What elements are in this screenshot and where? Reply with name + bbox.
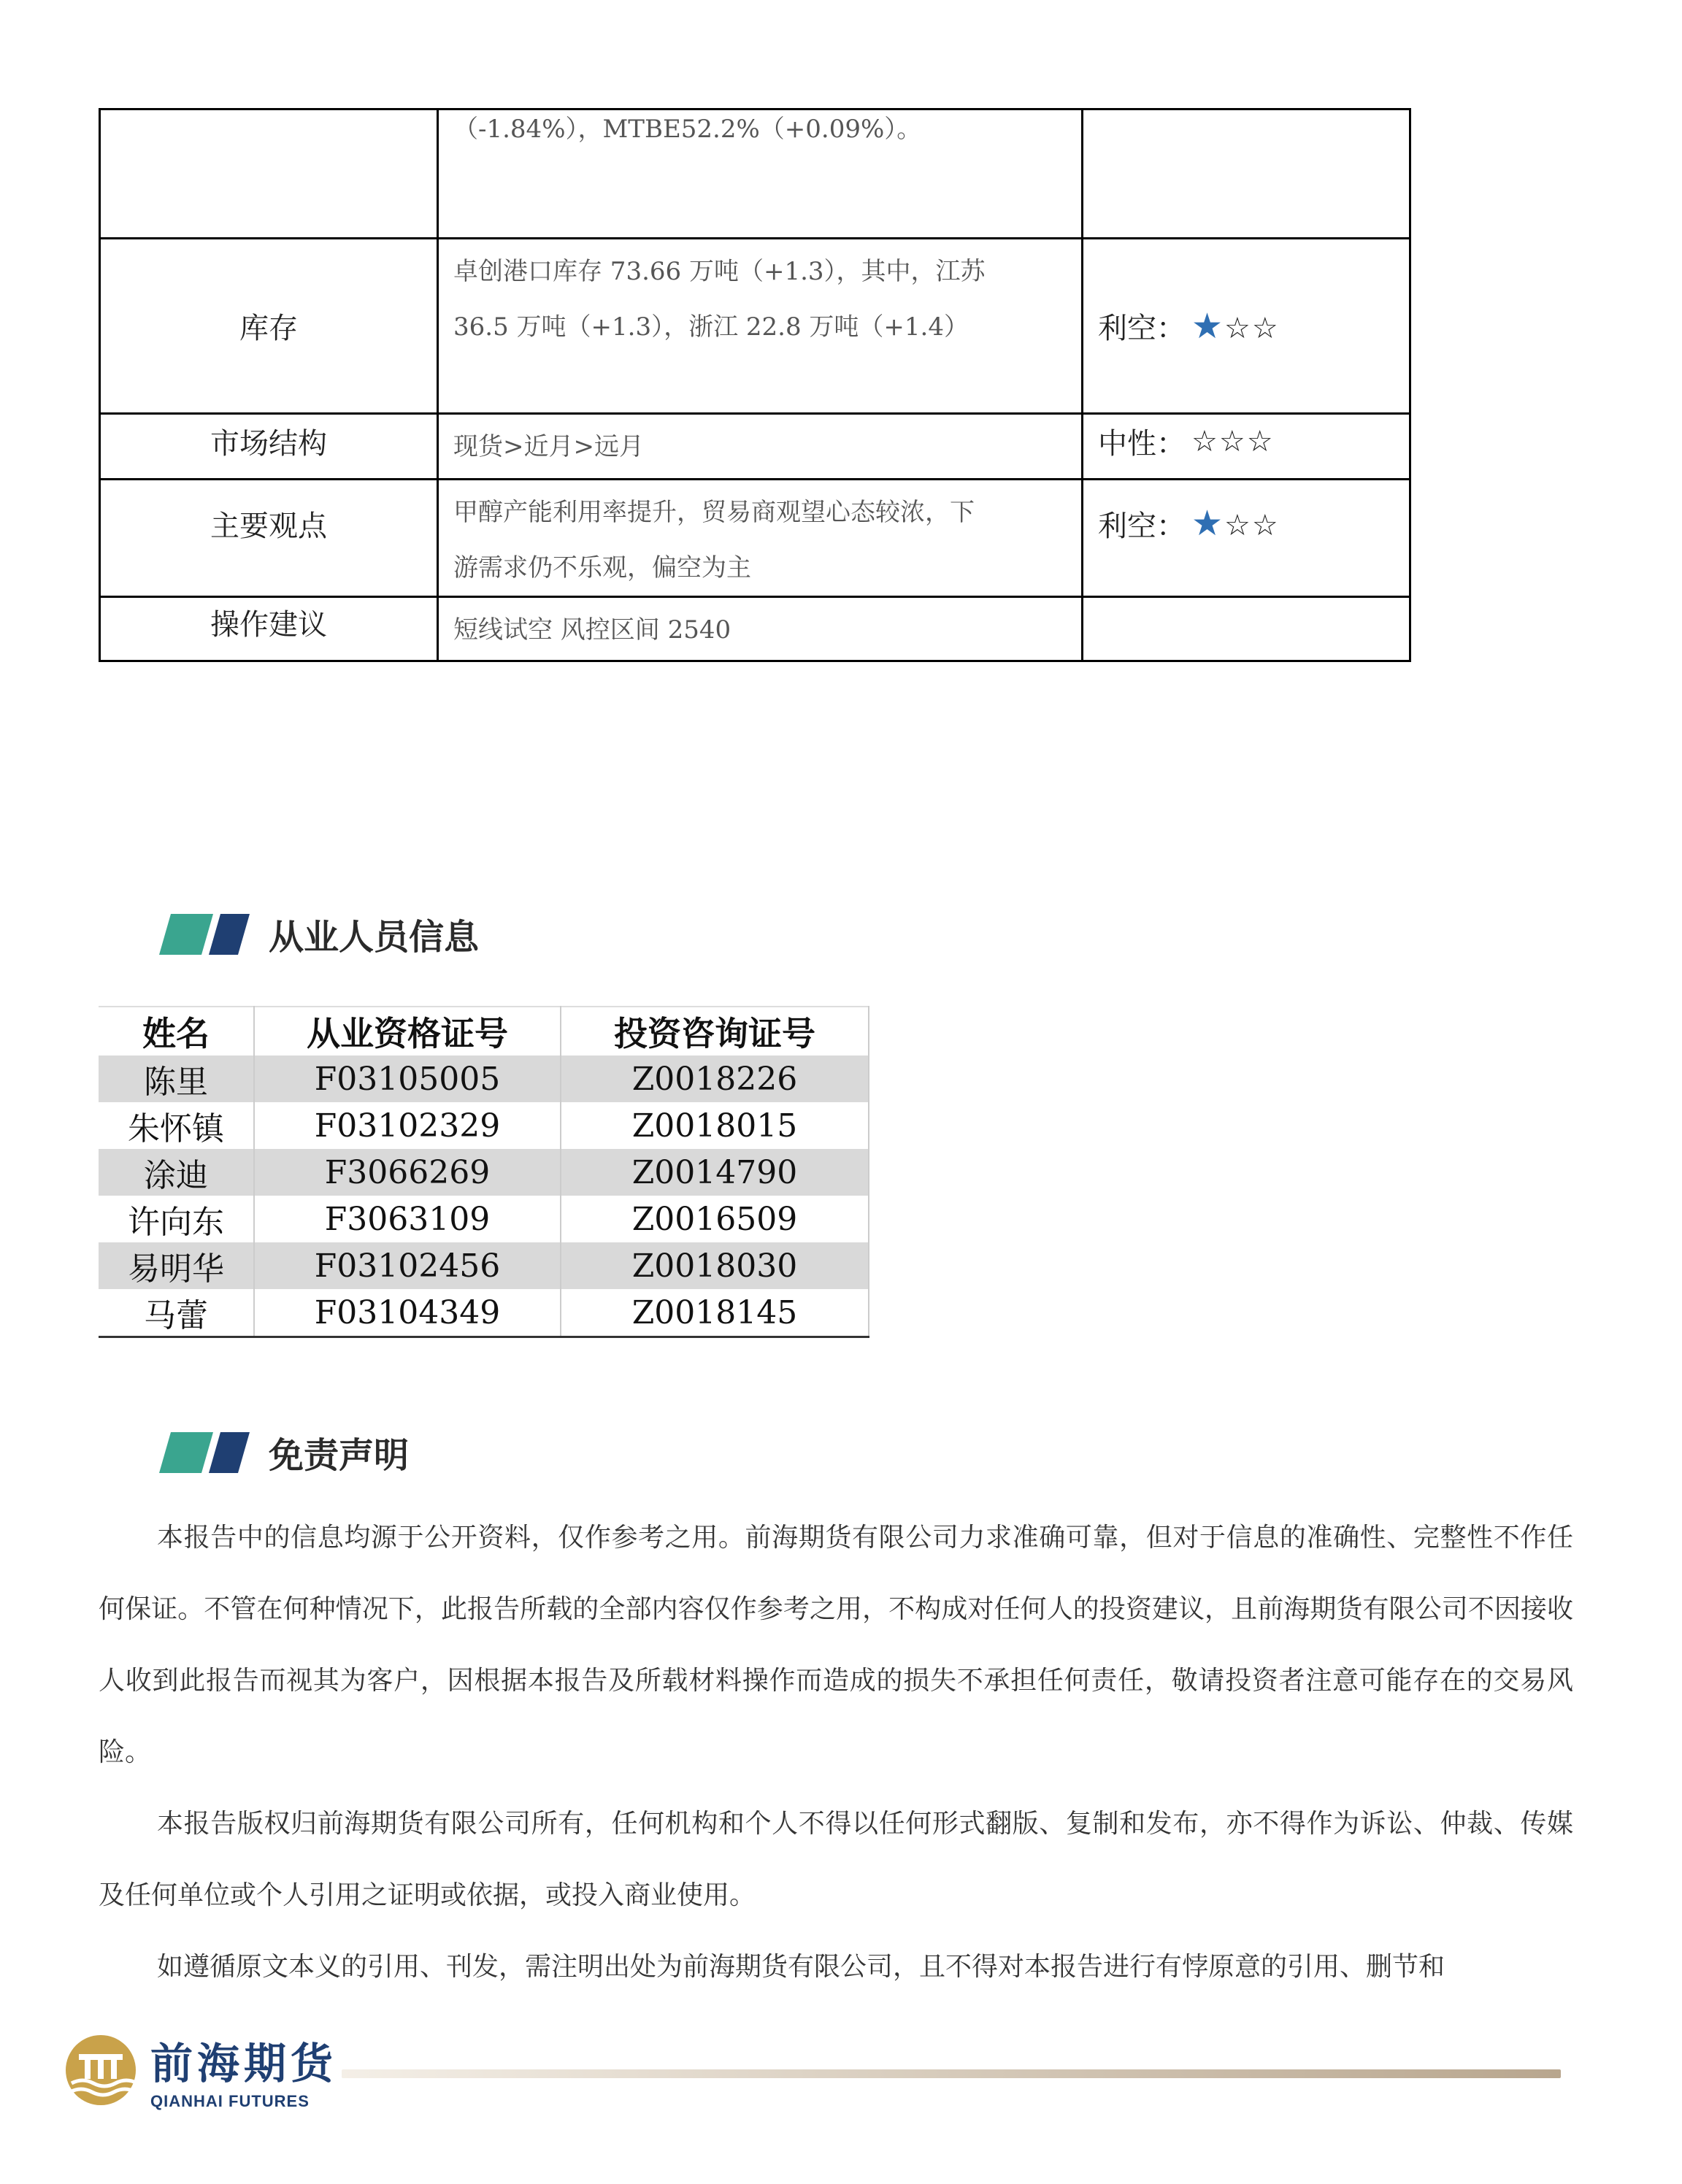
content-line: 甲醇产能利用率提升，贸易商观望心态较浓，下 [453, 498, 975, 527]
rating [1098, 420, 1409, 462]
row-rating [1083, 109, 1410, 239]
star-empty-icon: ☆ [1224, 509, 1252, 542]
staff-name: 易明华 [99, 1242, 254, 1289]
content-line: 36.5 万吨（+1.3），浙江 22.8 万吨（+1.4） [453, 312, 969, 342]
table-row [100, 239, 1410, 414]
table-row [100, 109, 1410, 239]
content-line: 短线试空 风控区间 2540 [453, 615, 731, 645]
section-title: 免责声明 [269, 1435, 410, 1476]
row-label: 库存 [100, 239, 438, 414]
star-rating [1191, 425, 1275, 458]
analysis-table [99, 108, 1411, 662]
staff-name: 涂迪 [99, 1149, 254, 1196]
content-line: 卓创港口库存 73.66 万吨（+1.3），其中，江苏 [453, 257, 986, 286]
table-row [99, 1149, 869, 1196]
column-header: 投资咨询证号 [561, 1007, 869, 1056]
disclaimer-paragraph: 如遵循原文本义的引用、刊发，需注明出处为前海期货有限公司，且不得对本报告进行有悖原意的引用、删节和 [157, 1952, 1445, 1982]
logo-text [150, 2029, 337, 2111]
rating-label: 中性： [1098, 427, 1186, 461]
qualification-number: F3063109 [254, 1196, 561, 1242]
disclaimer-body [99, 1502, 1573, 2003]
company-logo [64, 2029, 337, 2111]
row-rating [1083, 239, 1410, 414]
star-rating [1191, 306, 1280, 347]
rating [1098, 305, 1409, 347]
row-content [438, 414, 1083, 480]
star-empty-icon: ☆ [1246, 424, 1275, 458]
staff-name: 朱怀镇 [99, 1102, 254, 1149]
disclaimer-paragraph: 本报告版权归前海期货有限公司所有，任何机构和个人不得以任何形式翻版、复制和发布，亦不得作为诉讼、仲裁、传媒及任何单位或个人引用之证明或依据，或投入商业使用。 [99, 1809, 1573, 1910]
content-line: （-1.84%），MTBE52.2%（+0.09%）。 [453, 115, 922, 144]
table-row [100, 480, 1410, 597]
star-empty-icon: ☆ [1251, 311, 1280, 345]
star-filled-icon: ★ [1191, 503, 1225, 544]
row-label: 操作建议 [100, 597, 438, 661]
row-rating [1083, 414, 1410, 480]
star-empty-icon: ☆ [1218, 424, 1247, 458]
staff-section-heading [159, 909, 479, 959]
logo-text-cn: 前海期货 [150, 2039, 338, 2088]
table-row [99, 1196, 869, 1242]
section-marker-icon [159, 914, 250, 955]
row-label [100, 109, 438, 239]
content-line: 现货>近月>远月 [453, 432, 644, 461]
row-content [438, 109, 1083, 239]
disclaimer-paragraph: 本报告中的信息均源于公开资料，仅作参考之用。前海期货有限公司力求准确可靠，但对于信息的准确性、完整性不作任何保证。不管在何种情况下，此报告所载的全部内容仅作参考之用，不构成对任何人的投资建议，且前海期货有限公司不因接收人收到此报告而视其为客户，因根据本报告及所载材料操作而造成的损失不承担任何责任，敬请投资者注意可能存在的交易风险。 [99, 1523, 1573, 1767]
staff-name: 许向东 [99, 1196, 254, 1242]
table-row [100, 597, 1410, 661]
star-empty-icon: ☆ [1224, 311, 1252, 345]
consulting-number: Z0018015 [561, 1102, 869, 1149]
table-row [99, 1102, 869, 1149]
row-rating [1083, 480, 1410, 597]
rating-label: 利空： [1098, 509, 1186, 543]
consulting-number: Z0014790 [561, 1149, 869, 1196]
consulting-number: Z0018226 [561, 1056, 869, 1102]
logo-text-en: QIANHAI FUTURES [150, 2092, 310, 2110]
table-row [99, 1289, 869, 1337]
content-line: 游需求仍不乐观，偏空为主 [453, 553, 751, 582]
staff-name: 陈里 [99, 1056, 254, 1102]
rating [1098, 503, 1409, 545]
table-row [99, 1242, 869, 1289]
footer-divider-bar [342, 2069, 1561, 2078]
star-rating [1191, 503, 1280, 544]
star-filled-icon: ★ [1191, 305, 1225, 347]
staff-table [99, 1006, 869, 1338]
consulting-number: Z0018030 [561, 1242, 869, 1289]
column-header: 姓名 [99, 1007, 254, 1056]
consulting-number: Z0016509 [561, 1196, 869, 1242]
section-title: 从业人员信息 [269, 917, 480, 958]
row-label: 主要观点 [100, 480, 438, 597]
qualification-number: F03105005 [254, 1056, 561, 1102]
row-content [438, 480, 1083, 597]
section-marker-icon [159, 1432, 250, 1473]
qualification-number: F03104349 [254, 1289, 561, 1337]
consulting-number: Z0018145 [561, 1289, 869, 1337]
row-content [438, 597, 1083, 661]
disclaimer-section-heading [159, 1427, 409, 1477]
table-header-row [99, 1007, 869, 1056]
table-row [100, 414, 1410, 480]
staff-name: 马蕾 [99, 1289, 254, 1337]
column-header: 从业资格证号 [254, 1007, 561, 1056]
qualification-number: F03102329 [254, 1102, 561, 1149]
qualification-number: F03102456 [254, 1242, 561, 1289]
table-row [99, 1056, 869, 1102]
star-empty-icon: ☆ [1191, 424, 1219, 458]
row-rating [1083, 597, 1410, 661]
qianhai-logo-icon [64, 2034, 137, 2107]
row-label: 市场结构 [100, 414, 438, 480]
rating-label: 利空： [1098, 312, 1186, 345]
qualification-number: F3066269 [254, 1149, 561, 1196]
star-empty-icon: ☆ [1251, 509, 1280, 542]
row-content [438, 239, 1083, 414]
